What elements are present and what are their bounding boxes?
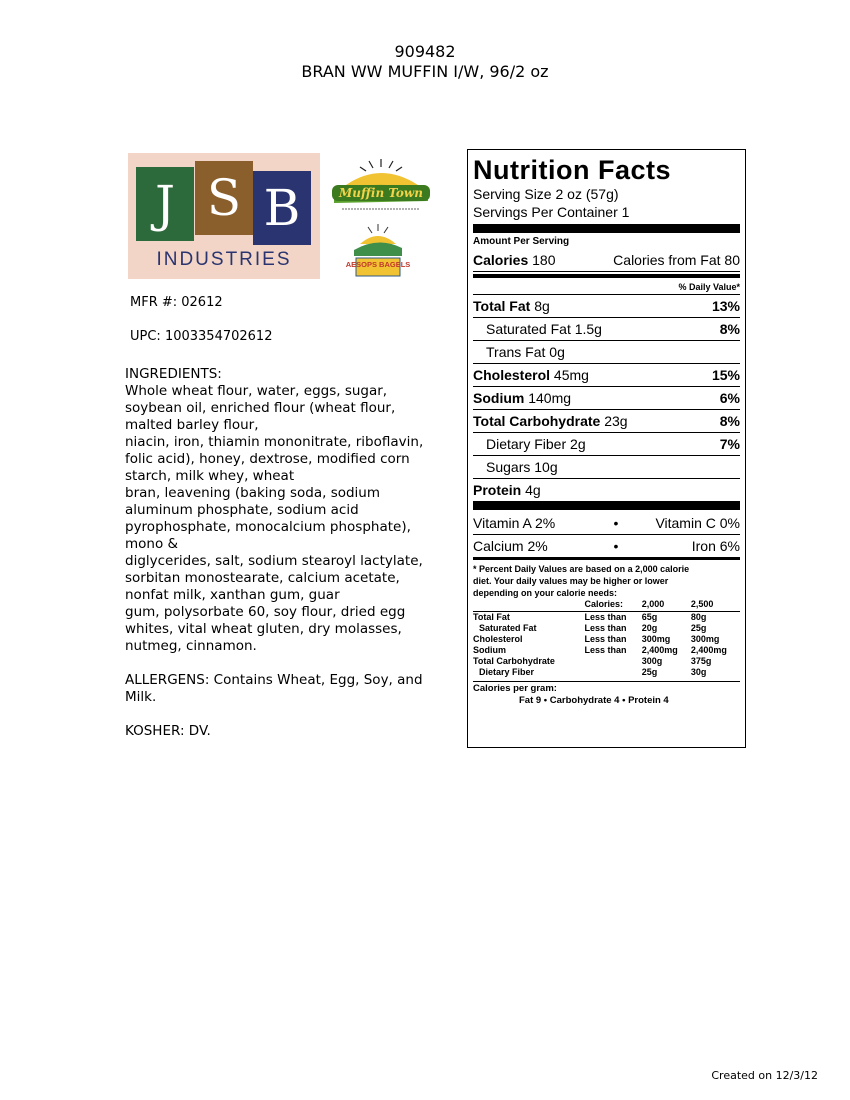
nutrient-amount: 2g xyxy=(570,436,586,452)
dv-table-cell: 30g xyxy=(690,667,707,677)
calories-value: 180 xyxy=(532,252,556,268)
logo-letter-j: J xyxy=(136,167,194,241)
ingredients-line: gum, polysorbate 60, soy flour, dried egg xyxy=(125,604,406,620)
calories-from-fat: Calories from Fat 80 xyxy=(613,252,740,268)
allergens-line: Milk. xyxy=(125,689,157,705)
dv-table-header-cell: 2,500 xyxy=(691,599,740,612)
protein-label: Protein xyxy=(473,482,522,498)
nutrient-daily-value: 6% xyxy=(719,390,740,406)
ingredients-line: Whole wheat flour, water, eggs, sugar, xyxy=(125,383,388,399)
dv-table-cell: Less than xyxy=(584,612,627,622)
nutrient-label: Trans Fat xyxy=(486,344,546,360)
dv-table-cell: Saturated Fat xyxy=(479,623,537,633)
aesops-text: AESOPS BAGELS xyxy=(345,260,411,269)
calories-label: Calories xyxy=(473,252,529,268)
nutrition-facts-title: Nutrition Facts xyxy=(473,155,672,185)
nutrient-row xyxy=(473,456,740,479)
ingredients-line: sorbitan monostearate, calcium acetate, xyxy=(125,570,400,586)
nutrient-label: Total Fat xyxy=(473,298,531,314)
nutrient-daily-value: 8% xyxy=(719,413,740,429)
aesops-bagels-logo xyxy=(345,222,411,280)
calories-per-gram-values: Fat 9 • Carbohydrate 4 • Protein 4 xyxy=(519,695,669,706)
mineral-row xyxy=(473,535,740,560)
dv-table-cell xyxy=(585,656,642,667)
logo-industries-word: INDUSTRIES xyxy=(156,249,292,270)
footnote-line: depending on your calorie needs: xyxy=(473,588,618,598)
protein-value: 4g xyxy=(525,482,541,498)
dv-table-cell: Cholesterol xyxy=(473,634,523,644)
logo-letter-s: S xyxy=(195,161,253,235)
ingredients-line: soybean oil, enriched flour (wheat flour, xyxy=(125,400,396,416)
nutrient-amount: 8g xyxy=(534,298,550,314)
vitamin-row xyxy=(473,512,740,535)
nutrient-amount: 45mg xyxy=(553,367,589,383)
dv-table-cell: 300mg xyxy=(690,634,720,644)
ingredients-line: pyrophosphate, monocalcium phosphate), xyxy=(125,519,411,535)
nutrient-amount: 0g xyxy=(549,344,565,360)
daily-value-table xyxy=(473,599,740,678)
ingredients-line: whites, vital wheat gluten, dry molasses, xyxy=(125,621,402,637)
dv-table-row xyxy=(473,645,740,656)
dv-table-row xyxy=(473,667,740,678)
dv-table-cell: Total Fat xyxy=(473,612,510,622)
nutrient-rows xyxy=(473,295,740,479)
created-date: Created on 12/3/12 xyxy=(711,1069,818,1082)
bullet: • xyxy=(613,515,619,531)
dv-table-header-cell: 2,000 xyxy=(642,599,691,612)
dv-table-cell: Dietary Fiber xyxy=(479,667,535,677)
calories-per-gram xyxy=(473,681,740,707)
nutrition-facts-panel xyxy=(467,149,746,748)
muffin-town-logo xyxy=(328,155,434,215)
dv-table-cell: Total Carbohydrate xyxy=(473,656,555,666)
nutrient-row xyxy=(473,433,740,456)
dv-table-cell: 375g xyxy=(690,656,712,666)
nutrient-amount: 10g xyxy=(534,459,558,475)
calories-per-gram-label: Calories per gram: xyxy=(473,683,557,694)
logo-letter-b: B xyxy=(253,171,311,245)
ingredients-line: nonfat milk, xanthan gum, guar xyxy=(125,587,340,603)
ingredients-line: malted barley flour, xyxy=(125,417,259,433)
page-header xyxy=(0,42,850,82)
nutrient-row xyxy=(473,318,740,341)
muffin-town-text: Muffin Town xyxy=(338,186,424,200)
nutrient-label: Dietary Fiber xyxy=(486,436,567,452)
dv-table-row xyxy=(473,656,740,667)
nutrient-amount: 23g xyxy=(604,413,628,429)
nutrient-amount: 140mg xyxy=(528,390,572,406)
nutrient-row xyxy=(473,387,740,410)
dv-table-cell: 25g xyxy=(690,623,707,633)
ingredients-line: diglycerides, salt, sodium stearoyl lactylate, xyxy=(125,553,423,569)
daily-value-header: % Daily Value* xyxy=(473,280,740,295)
protein-row xyxy=(473,479,740,501)
dv-table-cell: 2,400mg xyxy=(641,645,678,655)
dv-table-cell: Less than xyxy=(584,645,627,655)
nutrient-daily-value: 15% xyxy=(711,367,740,383)
footnote xyxy=(473,563,740,599)
dv-table-cell: 25g xyxy=(641,667,658,677)
servings-per-container: Servings Per Container 1 xyxy=(473,204,630,220)
nutrient-row xyxy=(473,410,740,433)
ingredients-line: nutmeg, cinnamon. xyxy=(125,638,257,654)
serving-size: Serving Size 2 oz (57g) xyxy=(473,186,619,202)
nutrient-row xyxy=(473,364,740,387)
dv-table-cell: Sodium xyxy=(473,645,506,655)
product-code: 909482 xyxy=(394,42,456,61)
vitamin-a: Vitamin A 2% xyxy=(473,515,556,531)
dv-table-header-cell: Calories: xyxy=(585,599,642,612)
dv-table-cell: Less than xyxy=(584,623,627,633)
nutrient-label: Sugars xyxy=(486,459,531,475)
dv-table-row xyxy=(473,634,740,645)
nutrient-daily-value: 13% xyxy=(711,298,740,314)
ingredients-line: folic acid), honey, dextrose, modified corn xyxy=(125,451,410,467)
dv-table-cell: 80g xyxy=(690,612,707,622)
nutrient-label: Sodium xyxy=(473,390,525,406)
calcium: Calcium 2% xyxy=(473,538,548,554)
dv-table-cell: 20g xyxy=(641,623,658,633)
ingredients-line: niacin, iron, thiamin mononitrate, riboflavin, xyxy=(125,434,424,450)
nutrient-daily-value: 8% xyxy=(719,321,740,337)
nutrient-daily-value: 7% xyxy=(719,436,740,452)
ingredients-block xyxy=(125,366,455,740)
mfr-number: MFR #: 02612 xyxy=(130,295,223,310)
vitamin-c: Vitamin C 0% xyxy=(655,515,740,531)
dv-table-cell: 300mg xyxy=(641,634,671,644)
dv-table-row xyxy=(473,612,740,624)
product-title: BRAN WW MUFFIN I/W, 96/2 oz xyxy=(301,62,549,81)
ingredients-line: starch, milk whey, wheat xyxy=(125,468,295,484)
dv-table-cell: 2,400mg xyxy=(690,645,727,655)
jsb-industries-logo xyxy=(128,153,320,279)
dv-table-row xyxy=(473,623,740,634)
nutrient-label: Total Carbohydrate xyxy=(473,413,601,429)
dv-table-cell: 65g xyxy=(641,612,658,622)
nutrient-amount: 1.5g xyxy=(574,321,602,337)
ingredients-line: bran, leavening (baking soda, sodium xyxy=(125,485,381,501)
footnote-line: * Percent Daily Values are based on a 2,000 calorie xyxy=(473,564,690,574)
ingredients-heading: INGREDIENTS: xyxy=(125,366,222,382)
dv-table-cell xyxy=(585,667,642,678)
allergens-line: ALLERGENS: Contains Wheat, Egg, Soy, and xyxy=(125,672,423,688)
kosher-line: KOSHER: DV. xyxy=(125,723,211,739)
dv-table-cell: Less than xyxy=(584,634,627,644)
ingredients-line: aluminum phosphate, sodium acid xyxy=(125,502,359,518)
bullet: • xyxy=(613,538,619,554)
iron: Iron 6% xyxy=(691,538,740,554)
footnote-line: diet. Your daily values may be higher or lower xyxy=(473,576,669,586)
ingredients-line: mono & xyxy=(125,536,179,552)
nutrient-label: Cholesterol xyxy=(473,367,551,383)
nutrient-row xyxy=(473,295,740,318)
dv-table-header-cell xyxy=(473,599,585,612)
dv-table-cell: 300g xyxy=(641,656,663,666)
nutrient-label: Saturated Fat xyxy=(486,321,571,337)
upc-code: UPC: 1003354702612 xyxy=(130,329,273,344)
nutrient-row xyxy=(473,341,740,364)
calories-row xyxy=(473,249,740,272)
amount-per-serving: Amount Per Serving xyxy=(473,236,570,247)
